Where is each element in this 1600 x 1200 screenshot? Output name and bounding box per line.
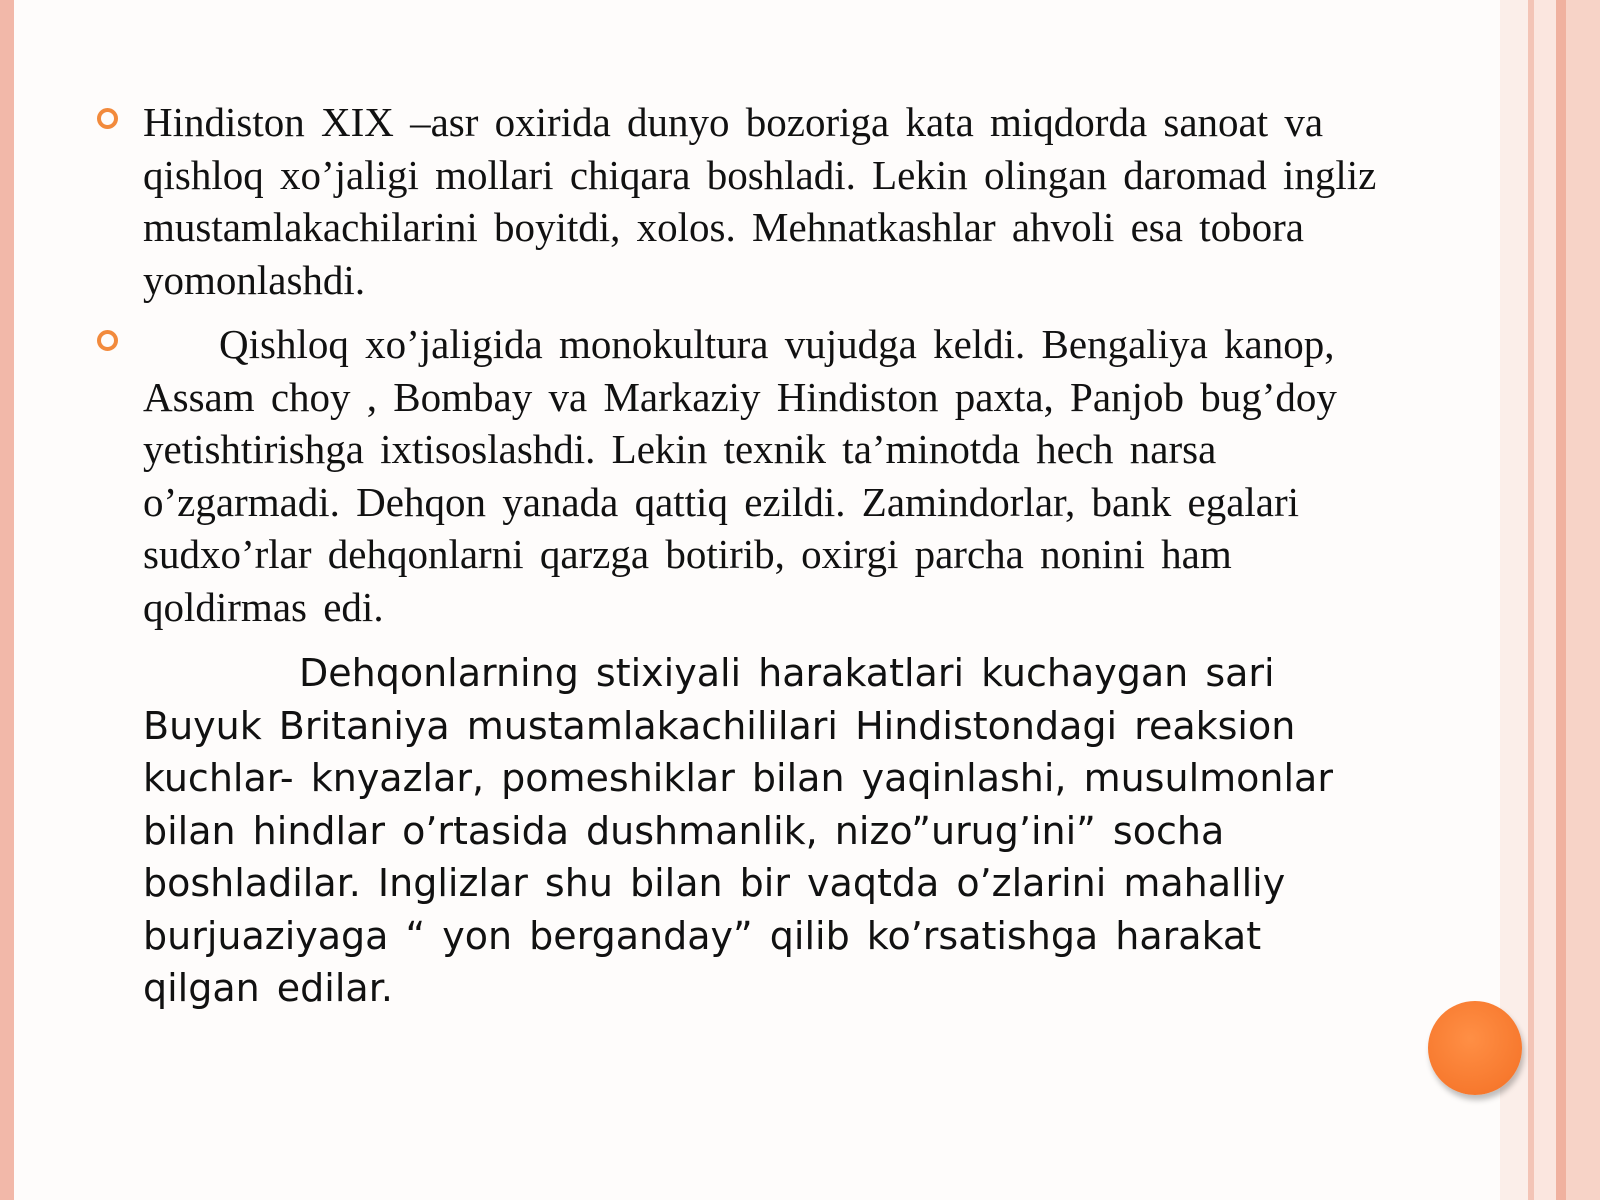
paragraph-3-line: Buyuk Britaniya mustamlakachililari Hindistondagi reaksion bbox=[143, 703, 1296, 748]
paragraph-1 bbox=[95, 96, 1515, 306]
paragraph-1-line: yomonlashdi. bbox=[143, 256, 366, 303]
paragraph-2-line: o’zgarmadi. Dehqon yanada qattiq ezildi. Zamindorlar, bank egalari bbox=[143, 478, 1300, 525]
paragraph-2 bbox=[95, 318, 1515, 633]
paragraph-3-line: bilan hindlar o’rtasida dushmanlik, nizo”urug’ini” socha bbox=[143, 808, 1225, 853]
left-border-decoration bbox=[0, 0, 14, 1200]
paragraph-2-line: yetishtirishga ixtisoslashdi. Lekin texnik ta’minotda hech narsa bbox=[143, 426, 1217, 472]
paragraph-1-line: mustamlakachilarini boyitdi, xolos. Mehnatkashlar ahvoli esa tobora bbox=[143, 204, 1304, 250]
slide-body bbox=[95, 96, 1515, 1015]
paragraph-1-line: Hindiston XIX –asr oxirida dunyo bozoriga kata miqdorda sanoat va bbox=[143, 99, 1324, 145]
paragraph-3-line: boshladilar. Inglizlar shu bilan bir vaqtda o’zlarini mahalliy bbox=[143, 861, 1286, 905]
paragraph-2-line: Assam choy , Bombay va Markaziy Hindiston paxta, Panjob bug’doy bbox=[143, 373, 1337, 420]
paragraph-3 bbox=[95, 647, 1515, 1015]
right-border-decoration bbox=[1500, 0, 1600, 1200]
paragraph-3-line: burjuaziyaga “ yon berganday” qilib ko’rsatishga harakat bbox=[143, 913, 1262, 958]
paragraph-1-line: qishloq xo’jaligi mollari chiqara boshladi. Lekin olingan daromad ingliz bbox=[143, 151, 1377, 198]
paragraph-3-line: qilgan edilar. bbox=[143, 966, 393, 1010]
bullet-icon bbox=[97, 108, 118, 129]
bullet-icon bbox=[97, 330, 118, 351]
paragraph-2-line: sudxo’rlar dehqonlarni qarzga botirib, oxirgi parcha nonini ham bbox=[143, 531, 1232, 577]
paragraph-3-line: kuchlar- knyazlar, pomeshiklar bilan yaqinlashi, musulmonlar bbox=[143, 756, 1333, 800]
orange-circle-icon bbox=[1428, 1001, 1522, 1095]
paragraph-3-line: Dehqonlarning stixiyali harakatlari kuchaygan sari bbox=[299, 651, 1275, 695]
paragraph-2-line: qoldirmas edi. bbox=[143, 583, 384, 630]
paragraph-2-line: Qishloq xo’jaligida monokultura vujudga keldi. Bengaliya kanop, bbox=[219, 321, 1335, 367]
